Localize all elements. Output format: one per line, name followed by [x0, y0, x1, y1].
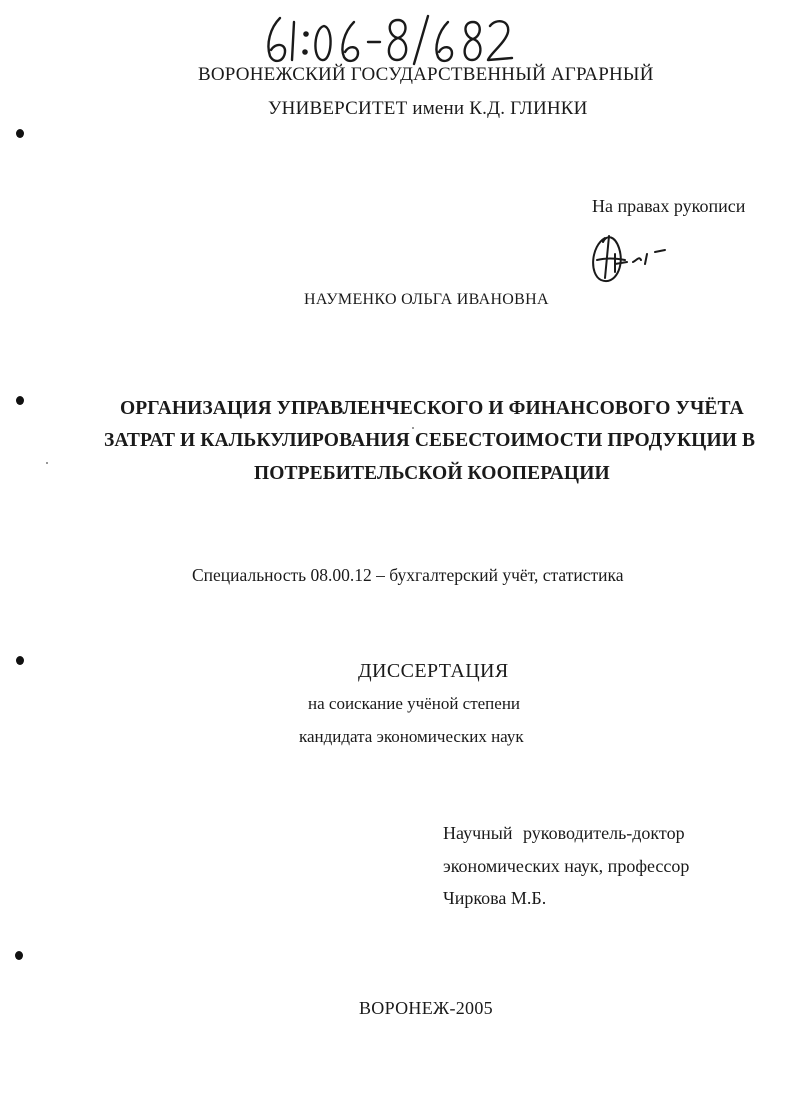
binding-hole-mark — [16, 656, 24, 665]
scan-speck — [46, 462, 48, 464]
university-name-line2: УНИВЕРСИТЕТ имени К.Д. ГЛИНКИ — [268, 98, 588, 119]
supervisor-line2: экономических наук, профессор — [443, 856, 690, 876]
dissertation-title-line3: ПОТРЕБИТЕЛЬСКОЙ КООПЕРАЦИИ — [254, 463, 610, 484]
dissertation-title-line1: ОРГАНИЗАЦИЯ УПРАВЛЕНЧЕСКОГО И ФИНАНСОВОГО УЧЁТА — [120, 398, 744, 419]
university-name-line1: ВОРОНЕЖСКИЙ ГОСУДАРСТВЕННЫЙ АГРАРНЫЙ — [198, 64, 654, 85]
binding-hole-mark — [16, 129, 24, 138]
degree-purpose-line1: на соискание учёной степени — [308, 694, 521, 713]
supervisor-name: Чиркова М.Б. — [443, 888, 547, 908]
degree-purpose-line2: кандидата экономических наук — [299, 727, 524, 746]
author-name: НАУМЕНКО ОЛЬГА ИВАНОВНА — [304, 291, 549, 308]
specialty-line: Специальность 08.00.12 – бухгалтерский учёт, статистика — [192, 565, 624, 585]
handwritten-archive-code — [258, 8, 518, 68]
scan-speck — [412, 427, 414, 429]
author-signature — [585, 226, 675, 288]
dissertation-title-line2: ЗАТРАТ И КАЛЬКУЛИРОВАНИЯ СЕБЕСТОИМОСТИ ПРОДУКЦИИ В — [104, 430, 756, 451]
supervisor-line1: Научный руководитель-доктор — [443, 823, 685, 843]
manuscript-rights-note: На правах рукописи — [592, 196, 746, 216]
binding-hole-mark — [15, 951, 23, 960]
binding-hole-mark — [16, 396, 24, 405]
dissertation-heading: ДИССЕРТАЦИЯ — [358, 660, 509, 682]
city-year: ВОРОНЕЖ-2005 — [359, 998, 493, 1018]
